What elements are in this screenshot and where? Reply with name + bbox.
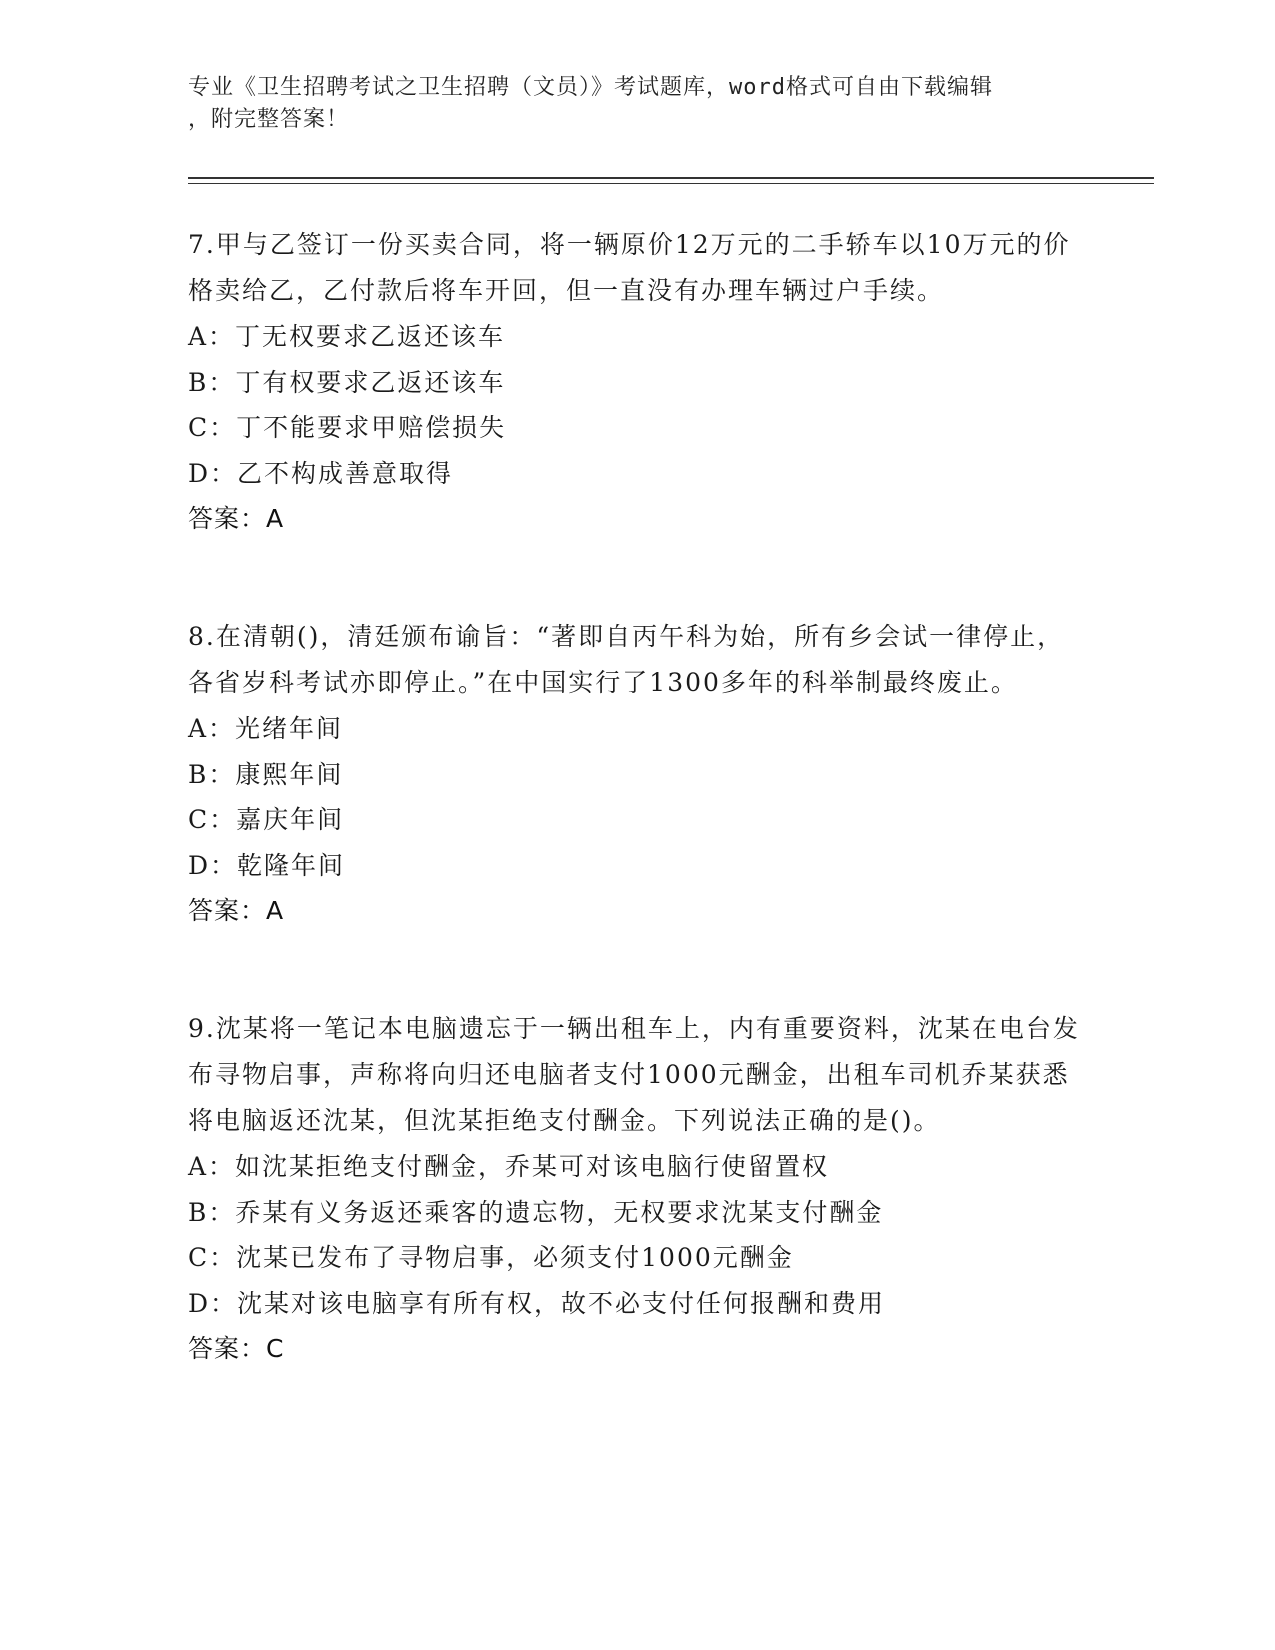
option-a: A：丁无权要求乙返还该车 (188, 322, 506, 351)
option-c: C：丁不能要求甲赔偿损失 (188, 413, 507, 442)
option-a: A：如沈某拒绝支付酬金，乔某可对该电脑行使留置权 (188, 1152, 830, 1181)
option-d: D：乾隆年间 (188, 850, 346, 880)
answer: 答案：C (188, 1334, 285, 1363)
question-7 (188, 222, 1088, 542)
option-b: B：丁有权要求乙返还该车 (188, 367, 506, 397)
option-d: D：乙不构成善意取得 (188, 458, 454, 488)
question-stem: 9.沈某将一笔记本电脑遗忘于一辆出租车上，内有重要资料，沈某在电台发布寻物启事，声称将向归还电脑者支付1000元酬金，出租车司机乔某获悉将电脑返还沈某，但沈某拒绝支付酬金。下列说法正确的是()。 (188, 1014, 1080, 1135)
answer: 答案：A (188, 504, 285, 533)
answer: 答案：A (188, 896, 285, 925)
question-stem: 8.在清朝()，清廷颁布谕旨：“著即自丙午科为始，所有乡会试一律停止，各省岁科考试亦即停止。”在中国实行了1300多年的科举制最终废止。 (188, 622, 1065, 697)
option-b: B：康熙年间 (188, 759, 344, 789)
question-stem: 7.甲与乙签订一份买卖合同，将一辆原价12万元的二手轿车以10万元的价格卖给乙，乙付款后将车开回，但一直没有办理车辆过户手续。 (188, 230, 1071, 305)
option-c: C：沈某已发布了寻物启事，必须支付1000元酬金 (188, 1243, 794, 1272)
header-line-1: 专业《卫生招聘考试之卫生招聘（文员）》考试题库，word格式可自由下载编辑 (188, 75, 993, 100)
header-divider-thick (188, 177, 1154, 179)
option-d: D：沈某对该电脑享有所有权，故不必支付任何报酬和费用 (188, 1288, 886, 1318)
option-a: A：光绪年间 (188, 714, 344, 743)
option-b: B：乔某有义务返还乘客的遗忘物，无权要求沈某支付酬金 (188, 1197, 884, 1227)
question-8 (188, 614, 1088, 934)
option-c: C：嘉庆年间 (188, 805, 345, 834)
question-9 (188, 1006, 1088, 1372)
document-header (188, 72, 1068, 136)
header-line-2: ，附完整答案！ (188, 107, 350, 132)
header-divider-thin (188, 183, 1154, 184)
